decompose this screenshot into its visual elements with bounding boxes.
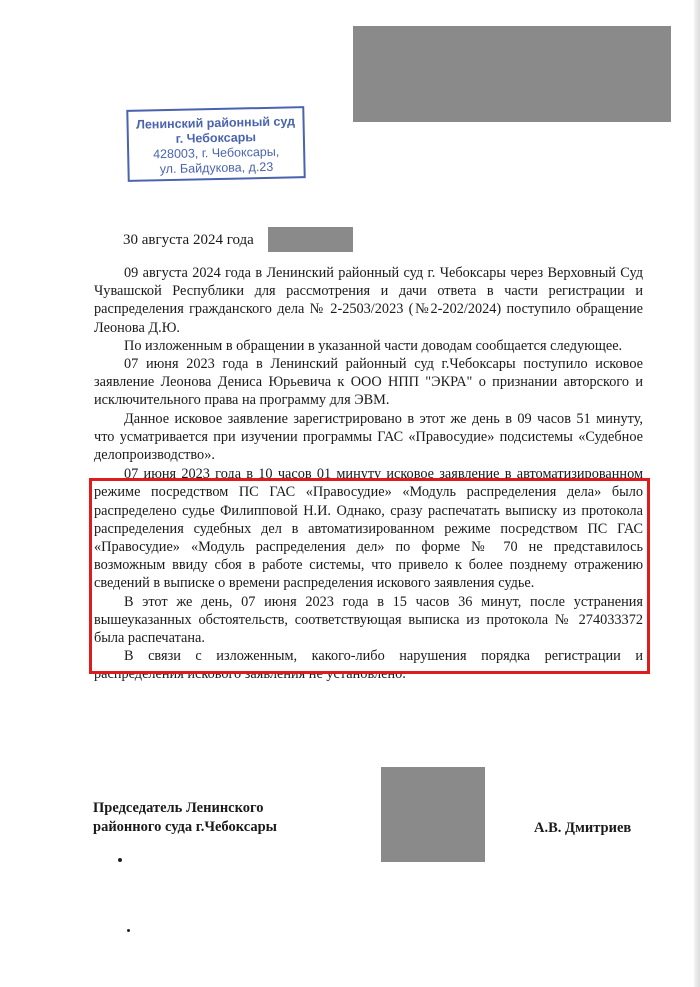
signer-title [93, 799, 277, 837]
stamp-line-3: 428003, г. Чебоксары, [152, 144, 280, 162]
paragraph-2: По изложенным в обращении в указанной части доводам сообщается следующее. [124, 337, 623, 354]
paragraph-5: 07 июня 2023 года в 10 часов 01 минуту исковое заявление в автоматизированном режиме посредством ПС ГАС «Правосудие» «Модуль распределения дела» было распределено судье Филипповой Н.И. Однако, сразу распечатать выписку из протокола распределения судебных дел в автоматизированном режиме посредством ПС ГАС «Правосудие» «Модуль распределения дел» по форме № 70 не представилось возможным ввиду сбоя в работе системы, что привело к более позднему отражению сведений в выписке о времени распределения искового заявления судье. [94, 466, 643, 592]
letter-date: 30 августа 2024 года [123, 232, 254, 248]
stamp-line-1: Ленинский районный суд [135, 114, 296, 132]
redacted-block-date [268, 227, 353, 252]
signer-title-line-2: районного суда г.Чебоксары [93, 819, 277, 835]
paragraph-4: Данное исковое заявление зарегистрировано в этот же день в 09 часов 51 минуту, что усматривается при изучении программы ГАС «Правосудие» подсистемы «Судебное делопроизводство». [94, 410, 643, 464]
signer-name: А.В. Дмитриев [534, 820, 632, 836]
highlight-box [89, 478, 650, 674]
page-edge [694, 0, 700, 987]
stamp-line-4: ул. Байдукова, д.23 [159, 159, 274, 177]
court-stamp [126, 106, 305, 182]
scan-speck [127, 929, 130, 932]
redacted-signature [381, 767, 485, 862]
paragraph-3: 07 июня 2023 года в Ленинский районный суд г.Чебоксары поступило исковое заявление Леонова Дениса Юрьевича к ООО НПП "ЭКРА" о признании авторского и исключительного права на программу для ЭВМ. [94, 356, 643, 409]
stamp-line-2: г. Чебоксары [175, 130, 257, 146]
redacted-block-top [353, 26, 671, 122]
paragraph-6: В этот же день, 07 июня 2023 года в 15 часов 36 минут, после устранения вышеуказанных обстоятельств, соответствующая выписка из протокола № 274033372 была распечатана. [94, 593, 643, 647]
paragraph-7: В связи с изложенным, какого-либо нарушения порядка регистрации и распределения искового заявления не установлено. [94, 648, 643, 683]
scan-speck [118, 858, 122, 862]
signer-title-line-1: Председатель Ленинского [93, 800, 264, 816]
paragraph-1: 09 августа 2024 года в Ленинский районный суд г. Чебоксары через Верховный Суд Чувашской Республики для рассмотрения и дачи ответа в части регистрации и распределения гражданского дела № 2-2503/2023 (№2-202/2024) поступило обращение Леонова Д.Ю. [94, 265, 643, 336]
